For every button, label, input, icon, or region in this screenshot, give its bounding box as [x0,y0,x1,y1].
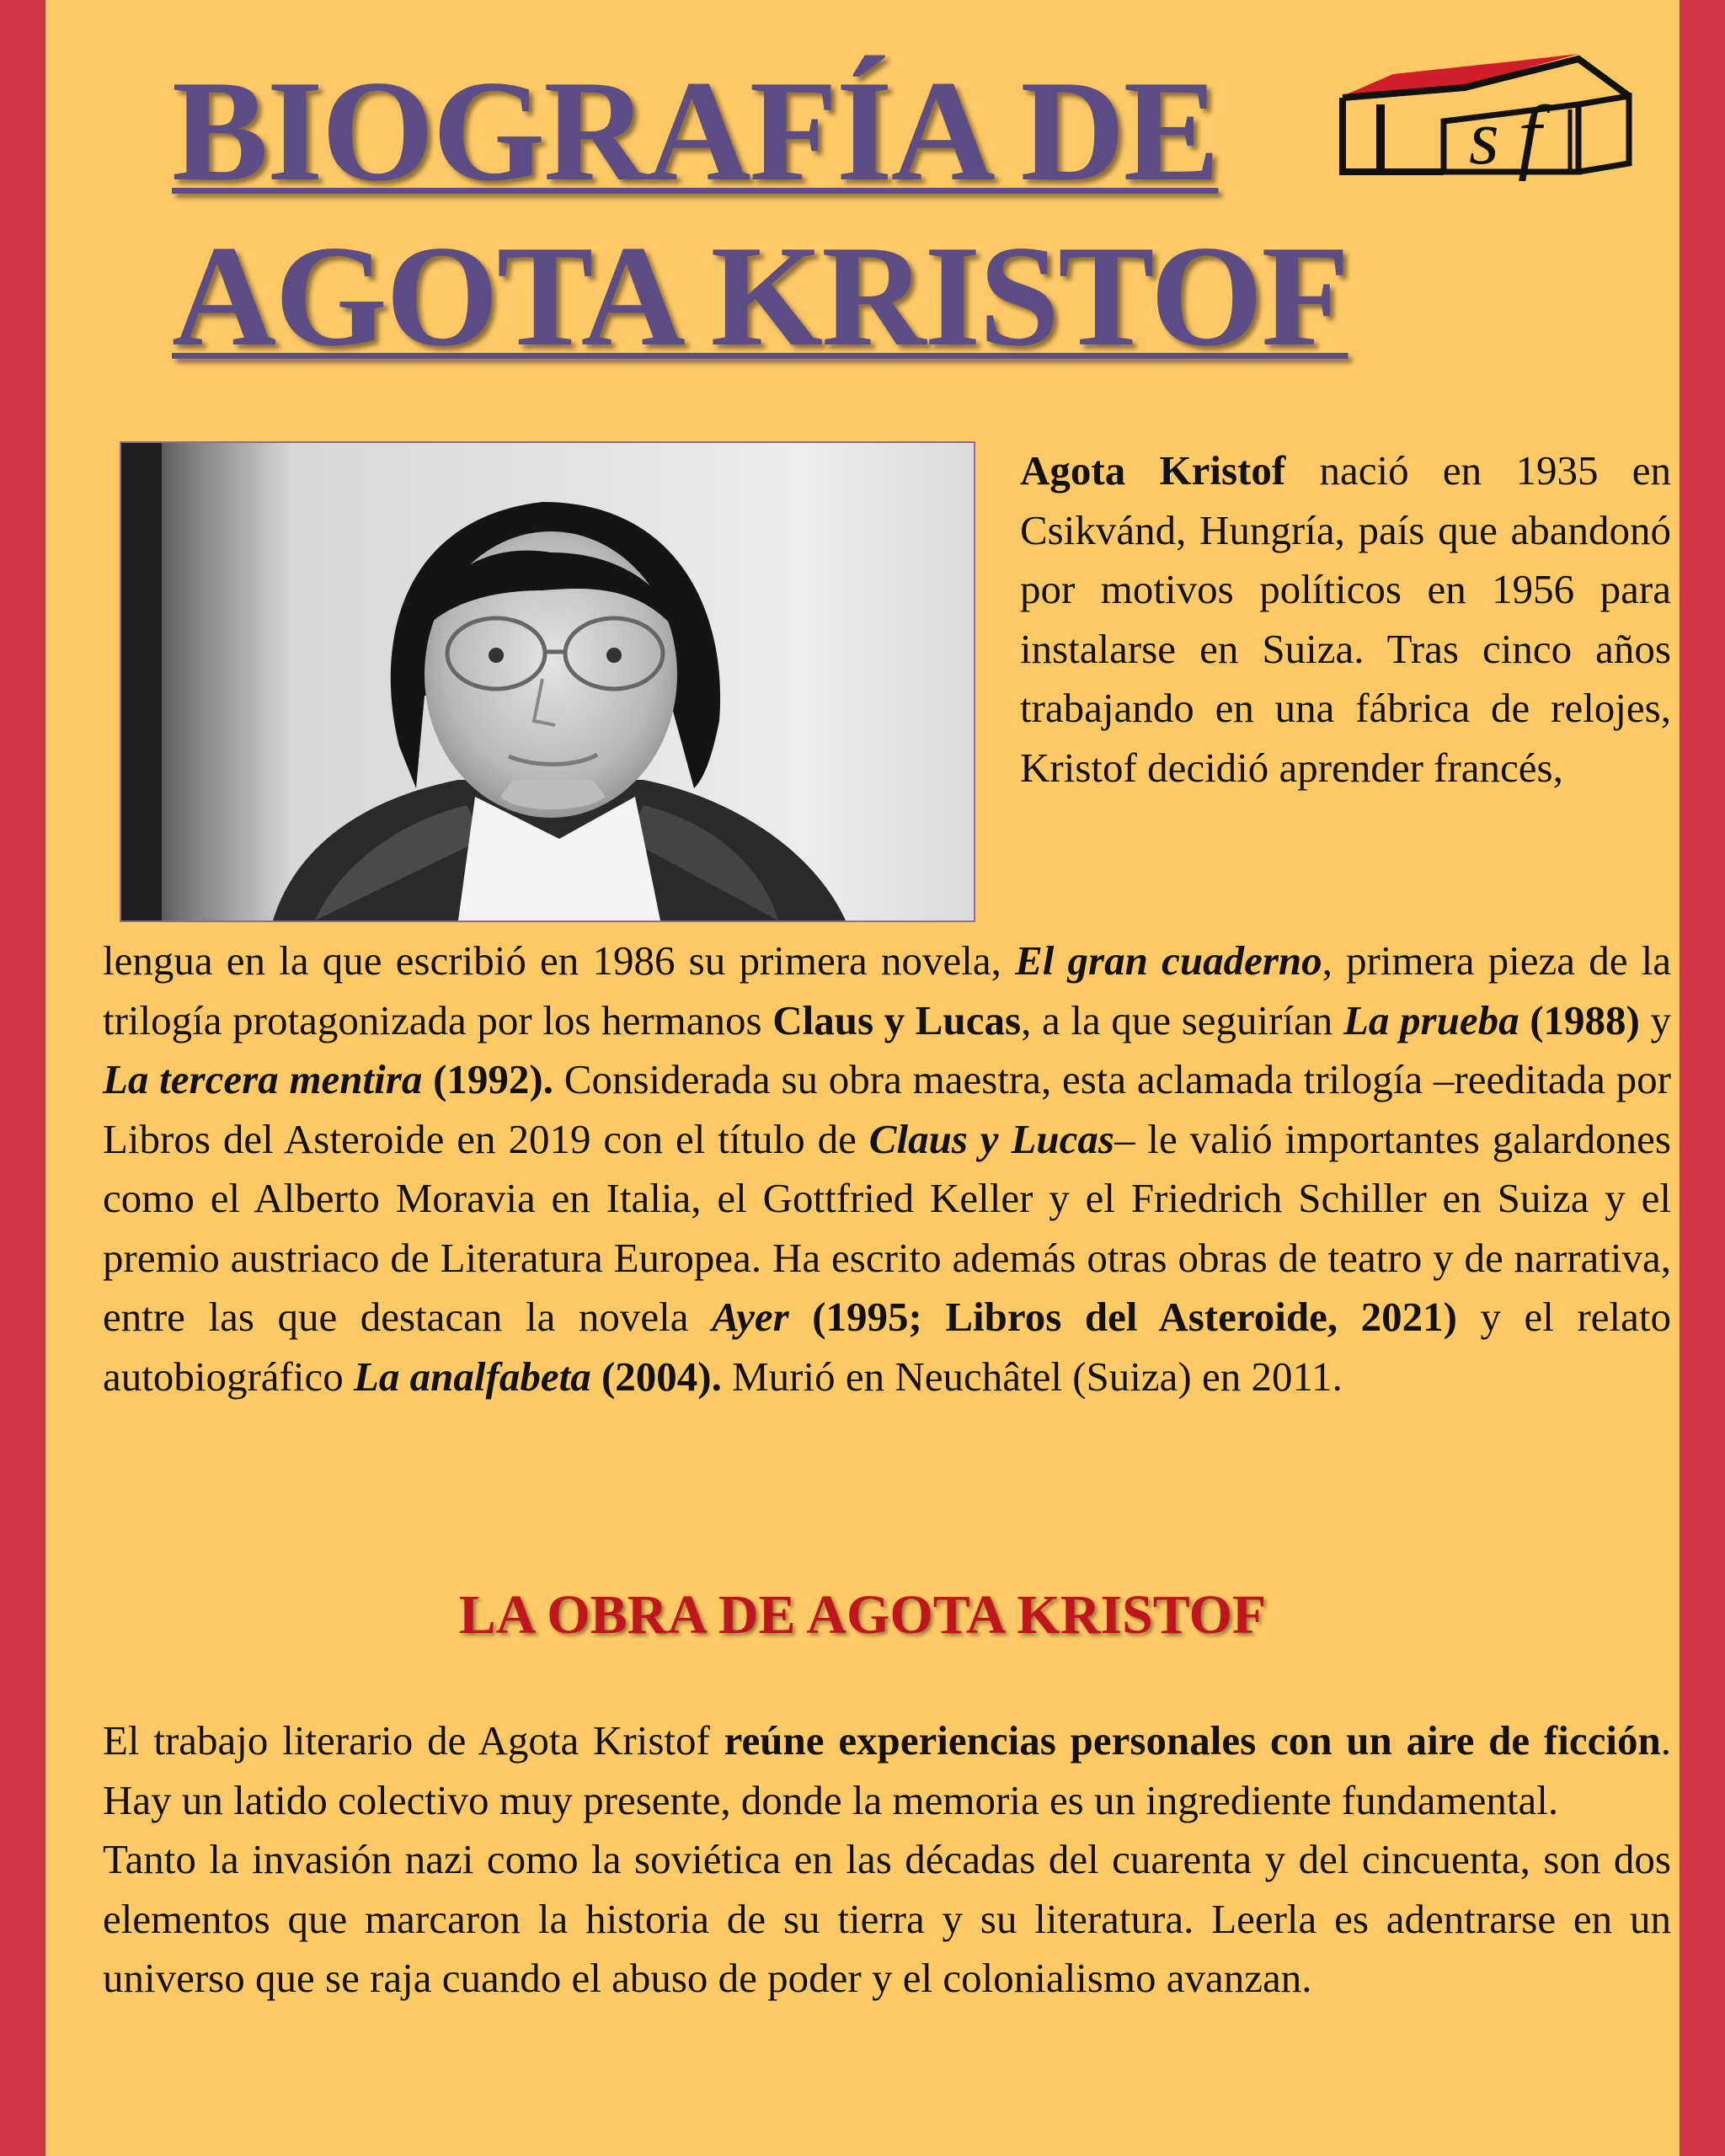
obra-paragraph-1 [103,1711,1671,1830]
house-logo-icon [1326,37,1646,189]
logo-s: s [1469,94,1499,180]
bio-text: Considerada su obra maestra, esta aclamada trilogía –reeditada por Libros del Asteroide en 2019 con el título de [103,1056,1671,1162]
logo-f: f [1518,88,1541,182]
title-line-2: AGOTA KRISTOF [172,216,1348,376]
obra-text: El trabajo literario de Agota Kristof [103,1717,724,1764]
bio-paragraph [103,931,1671,1406]
book-title: Claus y Lucas [868,1115,1114,1162]
book-title: La analfabeta [353,1353,591,1400]
book-year: (2004). [590,1353,722,1400]
bio-text: , a la que seguirían [1021,996,1343,1043]
author-photo [120,441,975,922]
bio-text: y [1639,996,1672,1043]
section-title: LA OBRA DE AGOTA KRISTOF [458,1584,1267,1646]
obra-highlight: reúne experiencias personales con un aire de ficción [724,1717,1661,1764]
obra-paragraph-2: Tanto la invasión nazi como la soviética en las décadas del cuarenta y del cincuenta, son dos elementos que marcaron la historia de su tierra y su literatura. Leerla es adentrarse en un universo que se raja cuando el abuso de poder y el colonialismo avanzan. [103,1836,1671,2001]
bio-text: , primera pieza de la trilogía protagonizada por los hermanos [103,937,1671,1043]
title-line-1: BIOGRAFÍA DE [172,51,1219,211]
intro-text: nació en 1935 en Csikvánd, Hungría, país que abandonó por motivos políticos en 1956 para instalarse en Suiza. Tras cinco años trabajando en una fábrica de relojes, Kristof decidió aprender francés, [1020,447,1671,791]
book-year: (1995; Libros del Asteroide, 2021) [788,1294,1457,1340]
obra-text: . Hay un latido colectivo muy presente, donde la memoria es un ingrediente fundamental. [103,1717,1671,1823]
publisher-logo [1326,37,1646,189]
author-portrait-icon [121,443,974,921]
intro-paragraph [1020,441,1671,798]
book-title: La prueba [1343,996,1519,1043]
book-title: Ayer [712,1294,789,1340]
bio-text: Murió en Neuchâtel (Suiza) en 2011. [721,1353,1343,1400]
book-title: El gran cuaderno [1015,937,1322,984]
book-year: (1992). [422,1056,553,1102]
book-title: La tercera mentira [103,1056,423,1102]
bio-text: lengua en la que escribió en 1986 su primera novela, [103,937,1016,984]
bio-text: y el relato autobiográfico [103,1294,1672,1400]
author-name: Agota Kristof [1020,447,1286,494]
character-names: Claus y Lucas [772,996,1022,1043]
page-title [172,49,1348,379]
obra-section [103,1711,1671,2009]
page [45,0,1680,2156]
book-year: (1988) [1519,996,1640,1043]
bio-text: – le valió importantes galardones como el Alberto Moravia en Italia, el Gottfried Keller y el Friedrich Schiller en Suiza y el premio austriaco de Literatura Europea. Ha escrito además otras obras de teatro y de narrativa, entre las que destacan la novela [103,1115,1671,1340]
